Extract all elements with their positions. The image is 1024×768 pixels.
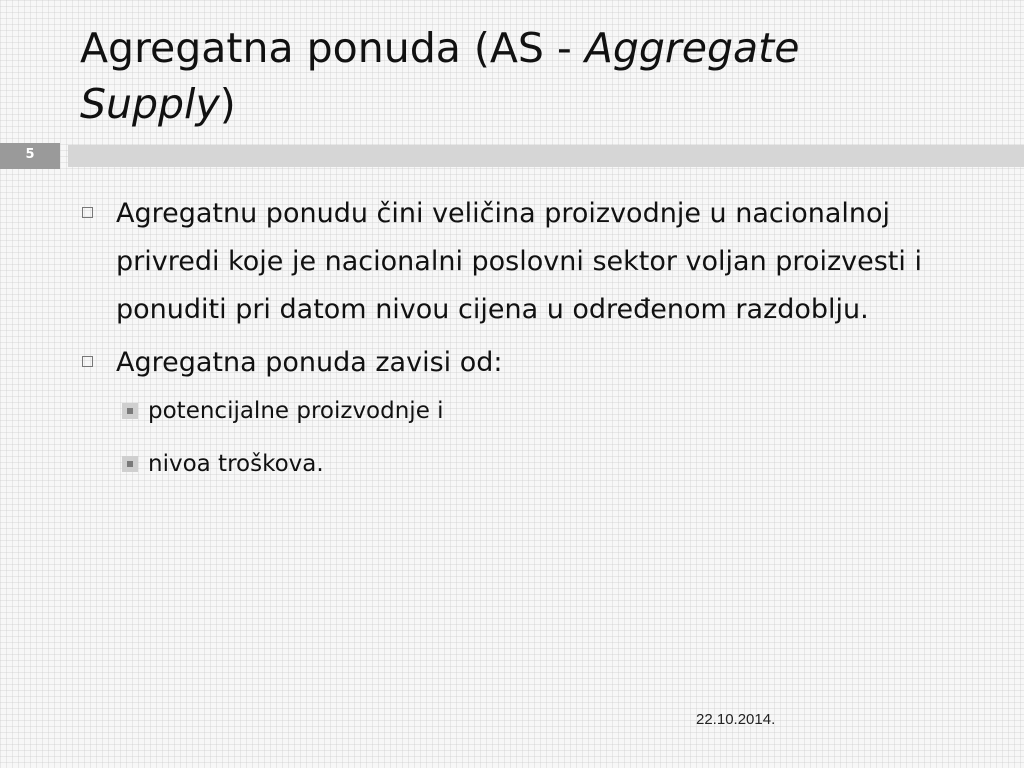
title-italic-text: Aggregate — [584, 24, 800, 72]
sub-bullet-item — [80, 450, 940, 478]
bullet-item — [80, 190, 940, 334]
title-text: Agregatna ponuda (AS - — [80, 24, 585, 72]
bullet-text: Agregatna ponuda zavisi od: — [116, 347, 503, 378]
hollow-square-bullet-icon — [82, 207, 93, 218]
sub-bullet-item — [80, 397, 940, 425]
slide-title — [80, 20, 980, 132]
filled-square-bullet-icon — [122, 403, 138, 419]
filled-square-bullet-icon — [122, 456, 138, 472]
sub-bullet-text: nivoa troškova. — [148, 451, 324, 477]
slide-content — [80, 190, 940, 503]
title-divider-bar — [68, 145, 1024, 167]
bullet-item — [80, 339, 940, 387]
title-italic-text-2: Supply — [80, 80, 220, 128]
bullet-text: Agregatnu ponudu čini veličina proizvodnje u nacionalnoj privredi koje je nacionalni poslovni sektor voljan proizvesti i ponuditi pri datom nivou cijena u određenom razdoblju. — [116, 198, 922, 325]
slide-number: 5 — [0, 143, 60, 169]
footer-date: 22.10.2014. — [696, 711, 776, 728]
hollow-square-bullet-icon — [82, 356, 93, 367]
sub-bullet-text: potencijalne proizvodnje i — [148, 398, 444, 424]
title-close-paren: ) — [219, 80, 236, 128]
